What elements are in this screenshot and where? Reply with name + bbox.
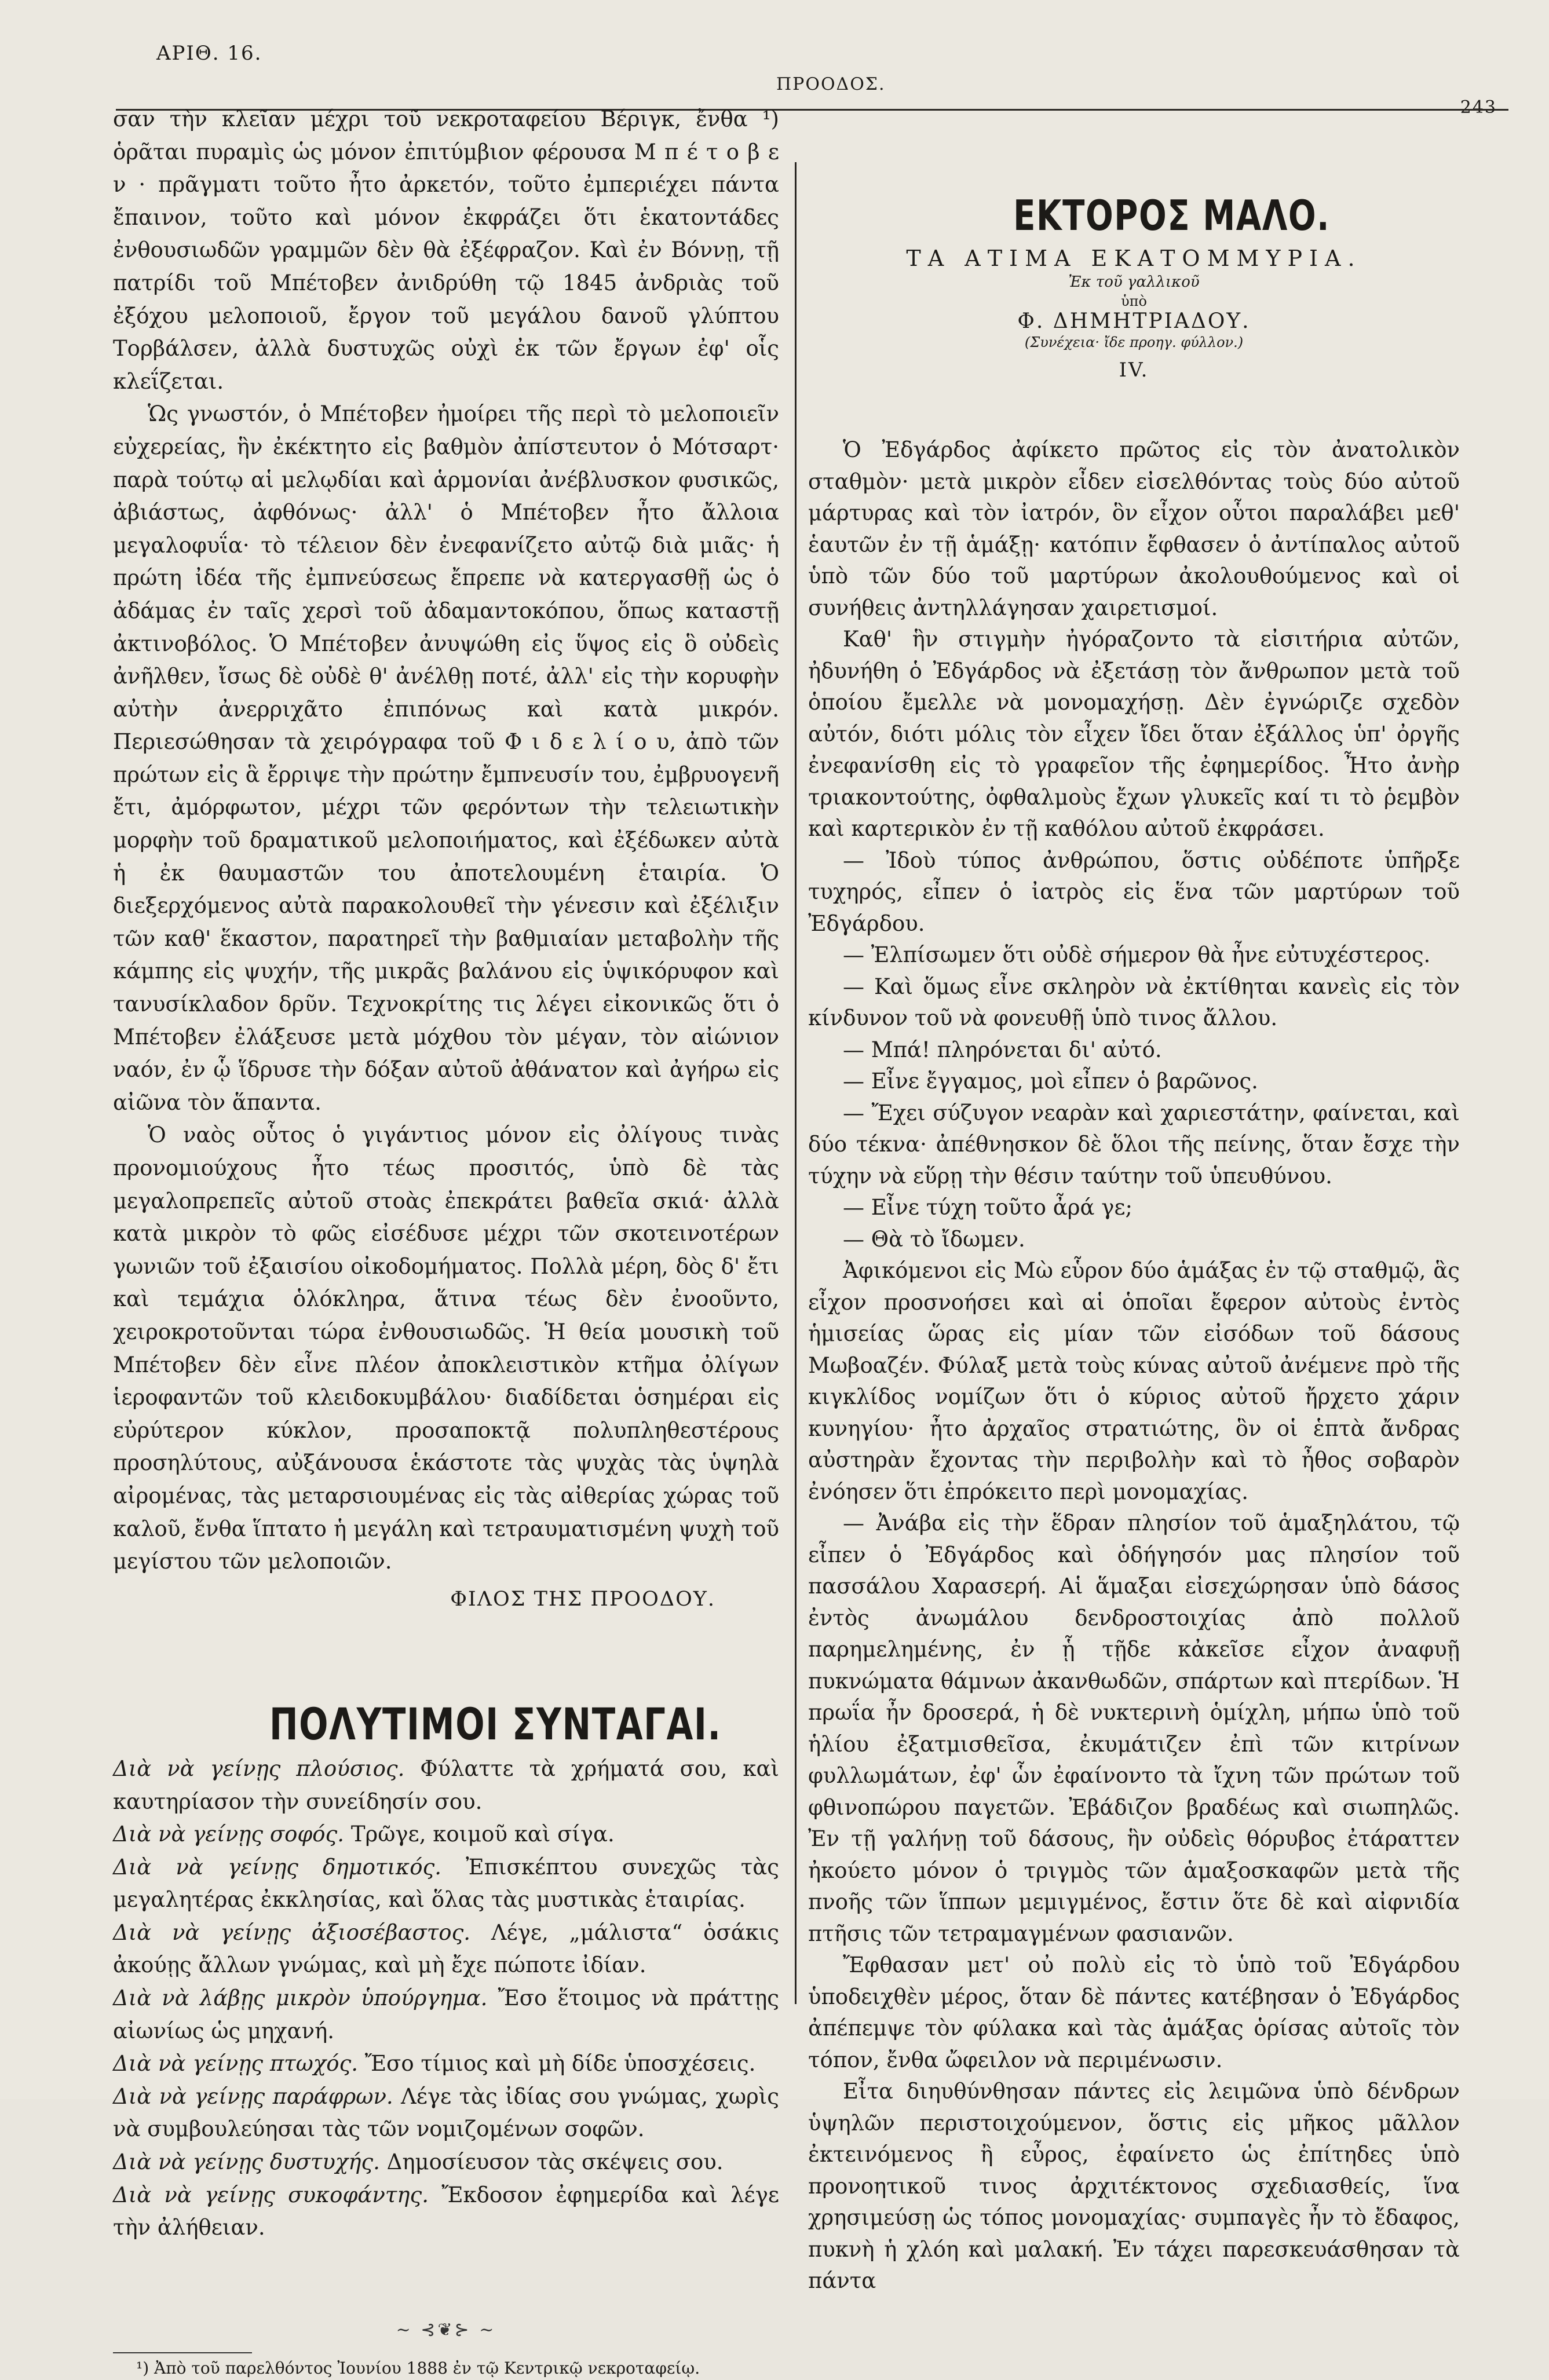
serial-author-title: ΕΚΤΟΡΟΣ ΜΑΛΟ. <box>1013 191 1330 240</box>
serial-translation-note: Ἐκ τοῦ γαλλικοῦ <box>1068 273 1200 291</box>
serial-by: ὑπὸ <box>1121 293 1147 309</box>
right-column <box>808 434 1460 2297</box>
footnote: ¹) Ἀπὸ τοῦ παρελθόντος Ἰουνίου 1888 ἐν τῷ Κεντρικῷ νεκροταφείῳ. <box>136 2359 700 2378</box>
serial-translator: Φ. ΔΗΜΗΤΡΙΑΔΟΥ. <box>1017 309 1251 333</box>
serial-paragraph: Εἶτα διηυθύνθησαν πάντες εἰς λειμῶνα ὑπὸ δένδρων ὑψηλῶν περιστοιχούμενον, ὅστις εἰς μῆκος μᾶλλον ἐκτεινόμενος ἢ εὖρος, ἐφαίνετο ὡς ἐπίτηδες ὑπὸ προνοητικοῦ τινος ἀρχιτέκτονος σχεδιασθείς, ἵνα χρησιμεύσῃ ὡς τόπος μονομαχίας· συμπαγὲς ἦν τὸ ἔδαφος, πυκνὴ ἡ χλόη καὶ μαλακή. Ἐν τάχει παρεσκευάσθησαν τὰ πάντα <box>808 2079 1460 2293</box>
column-divider <box>795 162 797 2004</box>
page-number: 243 <box>1460 97 1497 118</box>
maxim-item: Διὰ νὰ γείνῃς δυστυχής. Δημοσίευσον τὰς σκέψεις σου. <box>113 2149 724 2175</box>
maxim-item: Διὰ νὰ γείνῃς σοφός. Τρῶγε, κοιμοῦ καὶ σίγα. <box>113 1822 615 1847</box>
dialogue-line: — Ἐλπίσωμεν ὅτι οὐδὲ σήμερον θὰ ἦνε εὐτυχέστερος. <box>843 942 1431 967</box>
maxim-item: Διὰ νὰ λάβῃς μικρὸν ὑπούργημα. Ἔσο ἕτοιμος νὰ πράττῃς αἰωνίως ὡς μηχανή. <box>113 1986 779 2043</box>
maxim-item: Διὰ νὰ γείνῃς ἀξιοσέβαστος. Λέγε, „μάλιστα“ ὁσάκις ἀκούῃς ἄλλων γνώμας, καὶ μὴ ἔχε πώποτε ἰδίαν. <box>113 1920 779 1978</box>
serial-paragraph: Καθ' ἣν στιγμὴν ἠγόραζοντο τὰ εἰσιτήρια αὐτῶν, ἠδυνήθη ὁ Ἐδγάρδος νὰ ἐξετάσῃ τὸν ἄνθρωπον μετὰ τοῦ ὁποίου ἔμελλε νὰ μονομαχήσῃ. Δὲν ἐγνώριζε σχεδὸν αὐτόν, διότι μόλις τὸν εἶχεν ἴδει ὅταν ἐξάλλος ὑπ' ὀργῆς ἐνεφανίσθη εἰς τὸ γραφεῖον τῆς ἐφημερίδος. Ἦτο ἀνὴρ τριακοντούτης, ὀφθαλμοὺς ἔχων γλυκεῖς καί τι τὸ ῥεμβὸν καὶ καρτερικὸν ἐν τῇ καθόλου αὐτοῦ ἐκφράσει. <box>808 627 1460 841</box>
issue-number: ΑΡΙΘ. 16. <box>156 42 262 65</box>
serial-heading <box>808 191 1460 382</box>
serial-subtitle: ΤΑ ΑΤΙΜΑ ΕΚΑΤΟΜΜΥΡΙΑ. <box>906 246 1362 271</box>
section-heading: ΠΟΛΥΤΙΜΟΙ ΣΥΝΤΑΓΑΙ. <box>269 1698 722 1750</box>
spacer <box>113 1615 779 1697</box>
dialogue-line: — Καὶ ὅμως εἶνε σκληρὸν νὰ ἐκτίθηται κανεὶς εἰς τὸν κίνδυνον τοῦ νὰ φονευθῇ ὑπὸ τινος ἄλλου. <box>808 974 1460 1030</box>
dialogue-line: — Εἶνε ἔγγαμος, μοὶ εἶπεν ὁ βαρῶνος. <box>843 1069 1258 1094</box>
dialogue-line: — Θὰ τὸ ἴδωμεν. <box>843 1226 1025 1252</box>
serial-paragraph: — Ἀνάβα εἰς τὴν ἕδραν πλησίον τοῦ ἁμαξηλάτου, τῷ εἶπεν ὁ Ἐδγάρδος καὶ ὁδήγησόν μας πλησίον τοῦ πασσάλου Χαρασερή. Αἱ ἅμαξαι εἰσεχώρησαν ὑπὸ δάσος ἐντὸς ἀνωμάλου δενδροστοιχίας ἀπὸ πολλοῦ παρημελημένης, ἐν ᾗ τῇδε κἀκεῖσε εἶχον ἀναφυῇ πυκνώματα θάμνων ἀκανθωδῶν, σπάρτων καὶ πτερίδων. Ἡ πρωΐα ἦν δροσερά, ἡ δὲ νυκτερινὴ ὁμίχλη, μήπω ὑπὸ τοῦ ἡλίου ἐξατμισθεῖσα, ἐκυμάτιζεν ἐπὶ τῶν κιτρίνων φυλλωμάτων, ἐφ' ὧν ἐφαίνοντο τὰ ἴχνη τῶν πρώτων τοῦ φθινοπώρου παγετῶν. Ἐβάδιζον βραδέως καὶ σιωπηλῶς. Ἐν τῇ γαλήνῃ τοῦ δάσους, ἣν οὐδεὶς θόρυβος ἐτάραττεν ἠκούετο μόνον ὁ τριγμὸς τῶν ἁμαξοσκαφῶν μετὰ τῆς πνοῆς τῶν ἵππων μεμιγμένος, ἔστιν ὅτε δὲ καὶ αἰφνιδία πτῆσις τῶν τετραμαγμένων φασιανῶν. <box>808 1511 1460 1946</box>
maxims-list <box>113 1753 779 2244</box>
article-signature: ΦΙΛΟΣ ΤΗΣ ΠΡΟΟΔΟΥ. <box>450 1587 715 1611</box>
article-paragraph: Ὡς γνωστόν, ὁ Μπέτοβεν ἠμοίρει τῆς περὶ τὸ μελοποιεῖν εὐχερείας, ἣν ἐκέκτητο εἰς βαθμὸν ἀπίστευτον ὁ Μότσαρτ· παρὰ τούτῳ αἱ μελῳδίαι καὶ ἁρμονίαι ἀνέβλυσκον φυσικῶς, ἀβιάστως, ἀφθόνως· ἀλλ' ὁ Μπέτοβεν ἦτο ἄλλοια μεγαλοφυΐα· τὸ τέλειον δὲν ἐνεφανίζετο αὐτῷ διὰ μιᾶς· ἡ πρώτη ἰδέα τῆς ἐμπνεύσεως ἔπρεπε νὰ κατεργασθῇ ὡς ὁ ἀδάμας ἐν ταῖς χερσὶ τοῦ ἀδαμαντοκόπου, ὅπως καταστῇ ἀκτινοβόλος. Ὁ Μπέτοβεν ἀνυψώθη εἰς ὕψος εἰς ὃ οὐδεὶς ἀνῆλθεν, ἴσως δὲ οὐδὲ θ' ἀνέλθῃ ποτέ, ἀλλ' εἰς τὴν κορυφὴν αὐτὴν ἀνερριχᾶτο ἐπιπόνως καὶ κατὰ μικρόν. Περιεσώθησαν τὰ χειρόγραφα τοῦ Φ ι δ ε λ ί ο υ, ἀπὸ τῶν πρώτων εἰς ἃ ἔρριψε τὴν πρώτην ἔμπνευσίν του, ἐμβρυογενῆ ἔτι, ἀμόρφωτον, μέχρι τῶν φερόντων τὴν τελειωτικὴν μορφὴν τοῦ δραματικοῦ μελοποιήματος, καὶ ἐξέδωκεν αὐτὰ ἡ ἐκ θαυμαστῶν του ἀποτελουμένη ἑταιρία. Ὁ διεξερχόμενος αὐτὰ παρακολουθεῖ τὴν γένεσιν καὶ ἐξέλιξιν τῶν καθ' ἕκαστον, παρατηρεῖ τὴν βαθμιαίαν μεταβολὴν τῆς κάμπης εἰς ψυχήν, τῆς μικρᾶς βαλάνου εἰς ὑψικόρυφον καὶ τανυσίκλαδον δρῦν. Τεχνοκρίτης τις λέγει εἰκονικῶς ὅτι ὁ Μπέτοβεν ἐλάξευσε μετὰ μόχθου τὸν μέγαν, τὸν αἰώνιον ναόν, ἐν ᾧ ἵδρυσε τὴν δόξαν αὐτοῦ ἀθάνατον καὶ ἀγήρω εἰς αἰῶνα τὸν ἅπαντα. <box>113 401 779 1115</box>
article-paragraph: Ὁ ναὸς οὗτος ὁ γιγάντιος μόνον εἰς ὀλίγους τινὰς προνομιούχους ἦτο τέως προσιτός, ὑπὸ δὲ τὰς μεγαλοπρεπεῖς αὐτοῦ στοὰς ἐπεκράτει βαθεῖα σκιά· ἀλλὰ κατὰ μικρὸν τὸ φῶς εἰσέδυσε μέχρι τῶν σκοτεινοτέρων γωνιῶν τοῦ ἐξαισίου οἰκοδομήματος. Πολλὰ μέρη, δὸς δ' ἔτι καὶ τεμάχια ὁλόκληρα, ἅτινα τέως δὲν ἐνοοῦντο, χειροκροτοῦνται τώρα ἐνθουσιωδῶς. Ἡ θεία μουσικὴ τοῦ Μπέτοβεν δὲν εἶνε πλέον ἀποκλειστικὸν κτῆμα ὀλίγων ἱεροφαντῶν τοῦ κλειδοκυμβάλου· διαδίδεται ὁσημέραι εἰς εὐρύτερον κύκλον, προσαποκτᾷ πολυπληθεστέρους προσηλύτους, αὐξάνουσα ἑκάστοτε τὰς ψυχὰς τὰς ὑψηλὰ αἰρομένας, τὰς μεταρσιουμένας εἰς τὰς αἰθερίας χώρας τοῦ καλοῦ, ἔνθα ἵπτατο ἡ μεγάλη καὶ τετραυματισμένη ψυχὴ τοῦ μεγίστου τῶν μελοποιῶν. <box>113 1123 779 1574</box>
maxim-item: Διὰ νὰ γείνῃς παράφρων. Λέγε τὰς ἰδίας σου γνώμας, χωρὶς νὰ συμβουλεύησαι τὰς τῶν νομιζομένων σοφῶν. <box>113 2083 779 2142</box>
ornament-divider: ~ ⊰❦⊱ ~ <box>396 2319 496 2340</box>
dialogue-line: — Ἔχει σύζυγον νεαρὰν καὶ χαριεστάτην, φαίνεται, καὶ δύο τέκνα· ἀπέθνησκον δὲ ὅλοι τῆς πείνης, ὅταν ἔσχε τὴν τύχην νὰ εὕρῃ τὴν θέσιν ταύτην τοῦ ὑπευθύνου. <box>808 1100 1460 1189</box>
serial-paragraph: Ὁ Ἐδγάρδος ἀφίκετο πρῶτος εἰς τὸν ἀνατολικὸν σταθμὸν· μετὰ μικρὸν εἶδεν εἰσελθόντας τοὺς δύο αὐτοῦ μάρτυρας καὶ τὸν ἰατρόν, ὃν εἶχον οὗτοι παραλάβει μεθ' ἑαυτῶν ἐν τῇ ἁμάξῃ· κατόπιν ἔφθασεν ὁ ἀντίπαλος αὐτοῦ ὑπὸ τῶν δύο τοῦ μαρτύρων ἀκολουθούμενος καὶ οἱ συνήθεις ἀντηλλάγησαν χαιρετισμοί. <box>808 437 1460 620</box>
dialogue-line: — Μπά! πληρόνεται δι' αὐτό. <box>843 1037 1162 1062</box>
article-paragraph: σαν τὴν κλεῖαν μέχρι τοῦ νεκροταφείου Βέριγκ, ἔνθα ¹) ὁρᾶται πυραμὶς ὡς μόνον ἐπιτύμβιον φέρουσα Μ π έ τ ο β ε ν · πρᾶγματι τοῦτο ἦτο ἀρκετόν, τοῦτο ἐμπεριέχει πάντα ἔπαινον, τοῦτο καὶ μόνον ἐκφράζει ὅτι ἑκατοντάδες ἐνθουσιωδῶν γραμμῶν δὲν θὰ ἐξέφραζον. Καὶ ἐν Βόννῃ, τῇ πατρίδι τοῦ Μπέτοβεν ἀνιδρύθη τῷ 1845 ἀνδριὰς τοῦ ἐξόχου μελοποιοῦ, ἔργον τοῦ μεγάλου δανοῦ γλύπτου Τορβάλσεν, ἀλλὰ δυστυχῶς οὐχὶ ἐκ τῶν ἔργων ἐφ' οἷς κλεΐζεται. <box>113 107 779 394</box>
dialogue-line: — Ἰδοὺ τύπος ἀνθρώπου, ὅστις οὐδέποτε ὑπῆρξε τυχηρός, εἶπεν ὁ ἰατρὸς εἰς ἕνα τῶν μαρτύρων τοῦ Ἐδγάρδου. <box>808 847 1460 936</box>
left-column <box>113 103 779 2380</box>
footnote-rule <box>113 2352 252 2353</box>
maxim-item: Διὰ νὰ γείνῃς πλούσιος. Φύλαττε τὰ χρήματά σου, καὶ καυτηρίασον τὴν συνείδησίν σου. <box>113 1756 779 1814</box>
maxim-item: Διὰ νὰ γείνῃς πτωχός. Ἔσο τίμιος καὶ μὴ δίδε ὑποσχέσεις. <box>113 2051 756 2076</box>
newspaper-title: ΠΡΟΟΔΟΣ. <box>776 74 886 94</box>
maxim-item: Διὰ νὰ γείνῃς δημοτικός. Ἐπισκέπτου συνεχῶς τὰς μεγαλητέρας ἐκκλησίας, καὶ ὅλας τὰς μυστικὰς ἑταιρίας. <box>113 1854 779 1913</box>
serial-paragraph: Ἀφικόμενοι εἰς Μὼ εὗρον δύο ἁμάξας ἐν τῷ σταθμῷ, ἃς εἶχον προσνοήσει καὶ αἱ ὁποῖαι ἔφερον αὐτοὺς ἐντὸς ἡμισείας ὥρας εἰς μίαν τῶν εἰσόδων τοῦ δάσους Μωβοαζέν. Φύλαξ μετὰ τοὺς κύνας αὐτοῦ ἀνέμενε πρὸ τῆς κιγκλίδος νομίζων ὅτι ὁ κύριος αὐτοῦ ἤρχετο χάριν κυνηγίου· ἦτο ἀρχαῖος στρατιώτης, ὃν οἱ ἑπτὰ ἄνδρας αὐστηρὰν ἔχοντας τὴν περιβολὴν καὶ τὸ ἦθος σοβαρὸν ἐνόησεν ὅτι ἐπρόκειτο περὶ μονομαχίας. <box>808 1258 1460 1504</box>
chapter-number: IV. <box>1119 359 1149 382</box>
maxim-item: Διὰ νὰ γείνῃς συκοφάντης. Ἔκδοσον ἐφημερίδα καὶ λέγε τὴν ἀλήθειαν. <box>113 2182 779 2240</box>
dialogue-line: — Εἶνε τύχη τοῦτο ἆρά γε; <box>843 1195 1132 1220</box>
serial-paragraph: Ἔφθασαν μετ' οὐ πολὺ εἰς τὸ ὑπὸ τοῦ Ἐδγάρδου ὑποδειχθὲν μέρος, ὅταν δὲ πάντες κατέβησαν ὁ Ἐδγάρδος ἀπέπεμψε τὸν φύλακα καὶ τὰς ἁμάξας ὁρίσας αὐτοῖς τὸν τόπον, ἔνθα ὤφειλον νὰ περιμένωσιν. <box>808 1953 1460 2072</box>
serial-continued: (Συνέχεια· ἴδε προηγ. φύλλον.) <box>1024 334 1244 350</box>
